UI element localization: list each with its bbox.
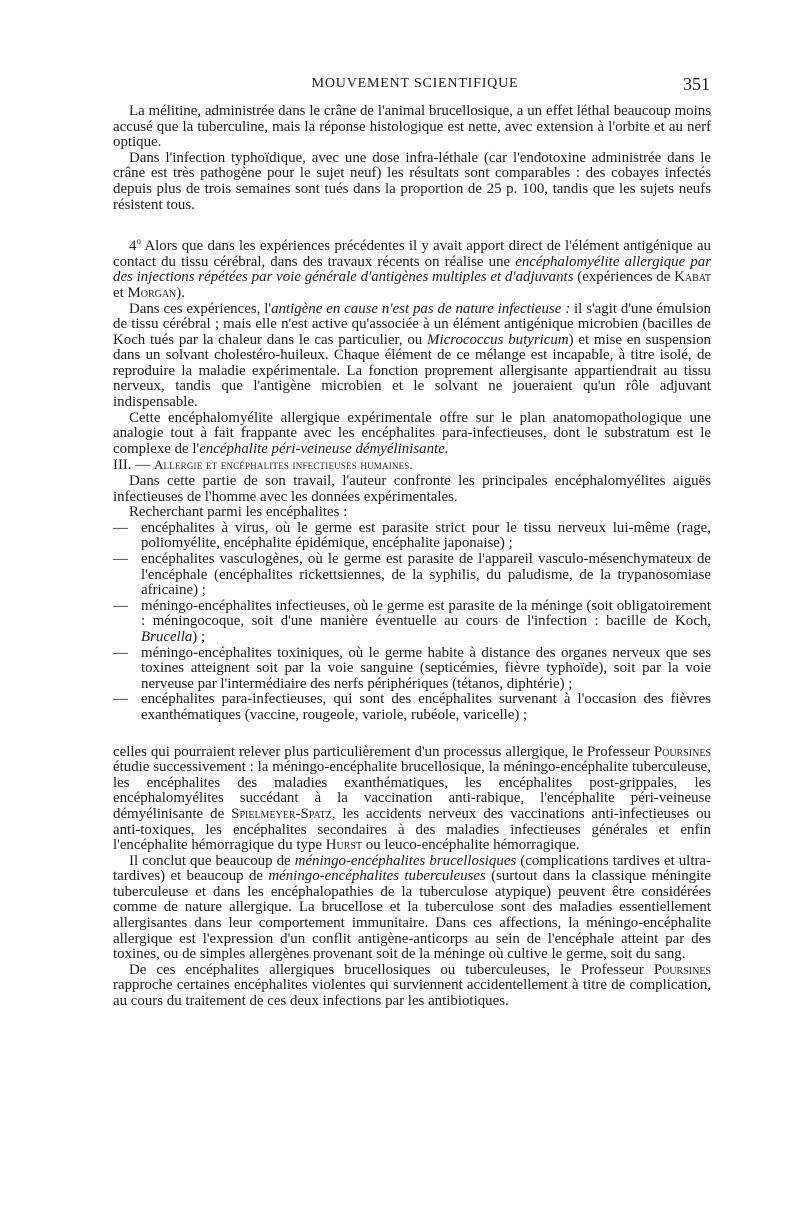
list-item: — méningo-encéphalites toxiniques, où le germe habite à distance des organes nerveux que ses toxines atteignent soit par la voie sanguine (septicémies, fièvre typhoïde), soit par la voie nerveuse par l'intermédiaire des nerfs périphériques (tétanos, diphtérie) ; [141,646,711,693]
page-number: 351 [683,74,710,94]
running-header [120,74,710,100]
encephalites-list [113,521,711,724]
author-name: Kabat [674,269,711,286]
list-item: — méningo-encéphalites infectieuses, où le germe est parasite de la méninge (soit obligatoirement : méningocoque, soit d'une manière éventuelle au cours de l'infection : bacille de Koch, Brucella) ; [141,599,711,646]
list-item: — encéphalites à virus, où le germe est parasite strict pour le tissu nerveux lui-même (rage, poliomyélite, encéphalite épidémique, encéphalite japonaise) ; [141,521,711,552]
paragraph-conclusion: Il conclut que beaucoup de méningo-encéphalites brucellosiques (complications tardives et ultra-tardives) et beaucoup de méningo-encéphalites tuberculeuses (surtout dans la classique méningite tuberculeuse et dans les encéphalopathies de la tuberculose atypique) peuvent être considérées comme de nature allergique. La brucellose et la tuberculose sont des maladies essentiellement allergisantes dans leur comportement immunitaire. Dans ces affections, la méningo-encéphalite allergique est l'expression d'un conflit antigène-anticorps au sein de l'encéphale atteint par des toxines, ou de simples allergènes provenant soit de la méninge où cultive le germe, soit du sang. [113,852,711,963]
author-name: Morgan [127,284,177,301]
section-heading: III. — Allergie et encéphalites infectieuses humaines. [113,457,413,474]
list-item: — encéphalites vasculogènes, où le germe est parasite de l'appareil vasculo-mésenchymateux de l'encéphale (encéphalites rickettsiennes, de la syphilis, du paludisme, de la trypanosomiase africaine) ; [141,552,711,599]
author-name: Spielmeyer-Spatz [231,805,332,822]
list-intro: Recherchant parmi les encéphalites : [129,504,348,521]
paragraph-antigen: Dans ces expériences, l'antigène en cause n'est pas de nature infectieuse : il s'agit d'une émulsion de tissu cérébral ; mais elle n'est active qu'associée à un élément antigénique microbien (bacilles de Koch tués par la chaleur dans le cas particulier, ou Micrococcus butyricum) et mise en suspension dans un solvant cholestéro-huileux. Chaque élément de ce mélange est incapable, à titre isolé, de reproduire la maladie expérimentale. La fonction proprement allergisante appartiendrait au tissu nerveux, tandis que l'antigène microbien et le solvant ne joueraient qu'un rôle adjuvant indispensable. [113,300,712,411]
author-name: Poursines [653,743,711,760]
section-heading-title: Allergie et encéphalites infectieuses humaines. [153,457,413,473]
paragraph-analogy: Cette encéphalomyélite allergique expérimentale offre sur le plan anatomopathologique une analogie tout à fait frappante avec les encéphalites para-infectieuses, dont le substratum est le complexe de l'encéphalite péri-veineuse démyélinisante. [113,409,711,457]
paragraph-final: De ces encéphalites allergiques brucellosiques ou tuberculeuses, le Professeur Poursines rapproche certaines encéphalites violentes qui surviennent accidentellement à titre de complication, au cours du traitement de ces deux infections par les antibiotiques. [113,961,711,1010]
body-text [113,104,711,1010]
running-title: MOUVEMENT SCIENTIFIQUE [311,76,519,91]
paragraph-section-intro: Dans cette partie de son travail, l'auteur confronte les principales encéphalomyélites aiguës infectieuses de l'homme avec les données expérimentales. [113,473,711,505]
emphasis-text: méningo-encéphalites brucellosiques [294,852,517,869]
paragraph-melitine: La mélitine, administrée dans le crâne de l'animal brucellosique, a un effet léthal beaucoup moins accusé que la tuberculine, mais la réponse histologique est nette, avec extension à l'orbite et au nerf optique. [113,103,711,151]
emphasis-text: antigène en cause n'est pas de nature infectieuse : [271,300,571,317]
emphasis-text: méningo-encéphalites tuberculeuses [268,868,486,885]
author-name: Poursines [653,961,711,978]
emphasis-text: Micrococcus butyricum [427,331,569,348]
author-name: Hurst [325,837,363,854]
paragraph-continuation: celles qui pourraient relever plus particulièrement d'un processus allergique, le Professeur Poursines étudie successivement : la méningo-encéphalite brucellosique, la méningo-encéphalite tuberculeuse, les encéphalites des maladies exanthématiques, les encéphalites post-grippales, les encéphalomyélites succédant à la vaccination anti-rabique, l'encéphalite péri-veineuse démyélinisante de Spielmeyer-Spatz, les accidents nerveux des vaccinations anti-infectieuses ou anti-toxiques, les encéphalites secondaires à des maladies infectieuses générales et enfin l'encéphalite hémorragique du type Hurst ou leuco-encéphalite hémorragique. [113,743,711,854]
emphasis-text: encéphalite péri-veineuse démyélinisante. [199,440,449,457]
paragraph-typhoid: Dans l'infection typhoïdique, avec une dose infra-léthale (car l'endotoxine administrée dans le crâne est très pathogène pour le sujet neuf) les résultats sont comparables : des cobayes infectés depuis plus de trois semaines sont tués dans la proportion de 25 p. 100, tandis que les sujets neufs résistent tous. [113,149,711,213]
paragraph-point-4: 4$^o$ Alors que dans les expériences précédentes il y avait apport direct de l'élément antigénique au contact du tissu cérébral, dans des travaux récents on réalise une encéphalomyélite allergique par des injections répétées par voie générale d'antigènes multiples et d'adjuvants (expériences de Kabat et Morgan). [113,236,711,301]
emphasis-text: encéphalomyélite allergique par des injections répétées par voie générale d'antigènes multiples et d'adjuvants [113,253,711,286]
list-item: — encéphalites para-infectieuses, qui sont des encéphalites survenant à l'occasion des fièvres exanthématiques (vaccine, rougeole, variole, rubéole, varicelle) ; [141,692,711,723]
